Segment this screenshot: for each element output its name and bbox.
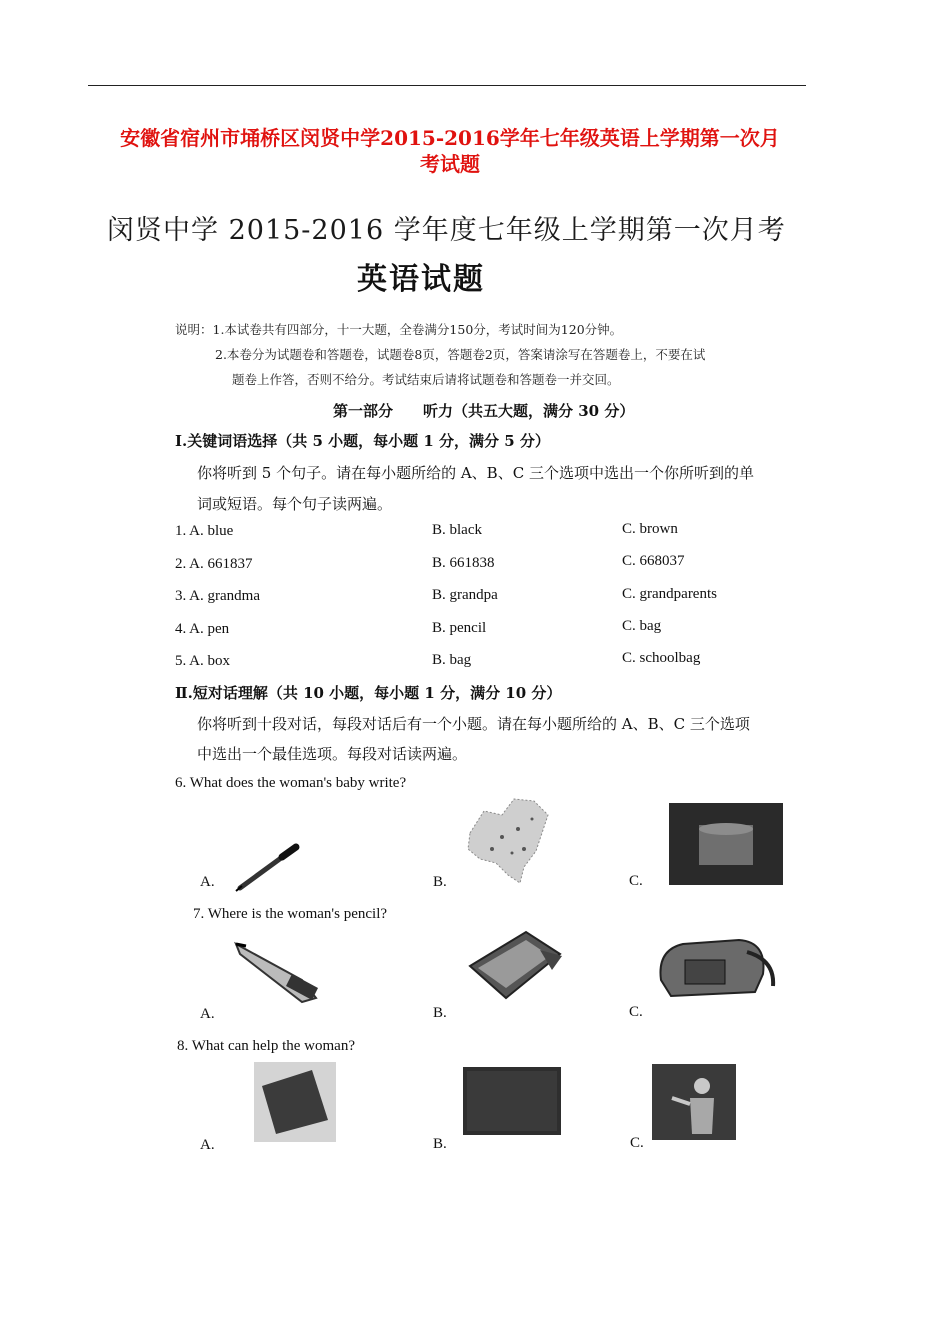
option-5b: B. bag [432, 652, 472, 668]
pencil-box-image [466, 928, 566, 1003]
option-1a: 1. A. blue [175, 523, 234, 539]
document-title-line2: 考试题 [420, 152, 480, 176]
section-1-instruction-2: 词或短语。每个句子读两遍。 [197, 495, 393, 513]
top-rule [88, 85, 806, 86]
map-image [462, 793, 552, 885]
option-4b: B. pencil [432, 620, 487, 636]
option-2b: B. 661838 [432, 555, 495, 571]
q6-label-b: B. [433, 874, 447, 890]
q6-label-c: C. [629, 873, 643, 889]
section-1-title: Ⅰ.关键词语选择（共 5 小题，每小题 1 分，满分 5 分） [175, 432, 550, 450]
person-photo [652, 1064, 736, 1140]
option-3c: C. grandparents [622, 586, 717, 602]
option-2c: C. 668037 [622, 553, 685, 569]
schoolbag-image [655, 930, 777, 1000]
q6-label-a: A. [200, 874, 215, 890]
pen-image [236, 842, 302, 892]
eraser-photo [254, 1062, 336, 1142]
section-2-instruction-1: 你将听到十段对话，每段对话后有一个小题。请在每小题所给的 A、B、C 三个选项 [197, 715, 750, 733]
q7-label-a: A. [200, 1006, 215, 1022]
document-title-line1: 安徽省宿州市埇桥区闵贤中学2015-2016学年七年级英语上学期第一次月 [120, 126, 780, 150]
note-line-3: 题卷上作答，否则不给分。考试结束后请将试题卷和答题卷一并交回。 [232, 372, 620, 387]
video-image [669, 803, 783, 885]
option-5a: 5. A. box [175, 653, 231, 669]
q8-label-c: C. [630, 1135, 644, 1151]
section-2-instruction-2: 中选出一个最佳选项。每段对话读两遍。 [197, 745, 468, 763]
option-1c: C. brown [622, 521, 678, 537]
q8-label-b: B. [433, 1136, 447, 1152]
q8-label-a: A. [200, 1137, 215, 1153]
option-4c: C. bag [622, 618, 662, 634]
q7-label-b: B. [433, 1005, 447, 1021]
section-2-title: Ⅱ.短对话理解（共 10 小题，每小题 1 分，满分 10 分） [175, 684, 562, 702]
option-3a: 3. A. grandma [175, 588, 260, 604]
pencil-case-image [232, 940, 324, 1002]
option-4a: 4. A. pen [175, 621, 230, 637]
question-6: 6. What does the woman's baby write? [175, 775, 407, 791]
part-1-heading: 第一部分 听力（共五大题，满分 30 分） [333, 402, 635, 420]
note-line-1: 说明：1.本试卷共有四部分，十一大题，全卷满分150分，考试时间为120分钟。 [175, 322, 623, 337]
dark-box-photo [463, 1067, 561, 1135]
section-1-instruction-1: 你将听到 5 个句子。请在每小题所给的 A、B、C 三个选项中选出一个你所听到的单 [197, 464, 754, 482]
option-5c: C. schoolbag [622, 650, 701, 666]
subject-title: 英语试题 [357, 262, 485, 297]
option-1b: B. black [432, 522, 482, 538]
question-8: 8. What can help the woman? [177, 1038, 355, 1054]
option-2a: 2. A. 661837 [175, 556, 253, 572]
note-line-2: 2.本卷分为试题卷和答题卷，试题卷8页，答题卷2页，答案请涂写在答题卷上，不要在试 [215, 347, 706, 362]
question-7: 7. Where is the woman's pencil? [193, 906, 388, 922]
q7-label-c: C. [629, 1004, 643, 1020]
option-3b: B. grandpa [432, 587, 498, 603]
exam-title: 闵贤中学 2015-2016 学年度七年级上学期第一次月考 [107, 215, 786, 246]
